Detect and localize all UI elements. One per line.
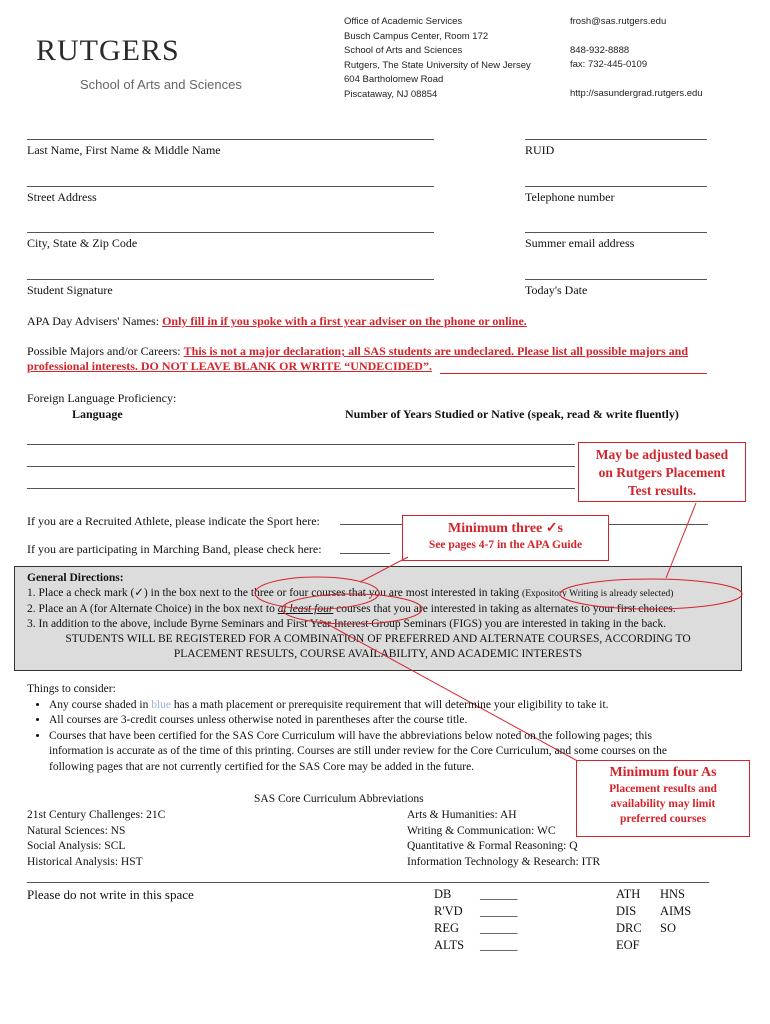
years-col-header: Number of Years Studied or Native (speak, read & write fluently) [345,407,679,421]
ruid-field-label: RUID [525,143,555,157]
date-field-label: Today's Date [525,283,588,297]
directions-caps-line1: STUDENTS WILL BE REGISTERED FOR A COMBINATION OF PREFERRED AND ALTERNATE COURSES, ACCORDING TO [65,633,691,645]
address-line: Office of Academic Services [344,16,463,27]
office-code-row: R'VD ______ [434,904,518,918]
language-title: Foreign Language Proficiency: [27,391,177,405]
blue-word: blue [151,698,172,711]
core-item: Quantitative & Formal Reasoning: Q [407,840,578,852]
placement-callout-line2: on Rutgers Placement [598,465,726,480]
language-col-header: Language [72,407,123,421]
contact-url[interactable]: http://sasundergrad.rutgers.edu [570,88,703,99]
office-code-row: REG ______ [434,921,518,935]
core-right-list [407,808,600,870]
apa-advisers-note: Only fill in if you spoke with a first year adviser on the phone or online. [162,314,527,328]
office-code-row: ALTS ______ [434,938,518,952]
office-col3: ATH DIS DRC EOF [616,887,642,952]
address-line: School of Arts and Sciences [344,45,463,56]
placement-arrow [666,503,696,578]
min-four-sub3: preferred courses [619,813,707,825]
min-four-title: Minimum four As [609,765,717,780]
office-divider [27,882,709,883]
things-to-consider [27,682,727,775]
core-item: Writing & Communication: WC [407,824,556,837]
placement-callout-line1: May be adjusted based [595,447,729,462]
core-item: Historical Analysis: HST [27,855,143,868]
core-item: 21st Century Challenges: 21C [27,809,166,821]
core-item: Natural Sciences: NS [27,824,126,837]
office-col4: HNS AIMS SO [660,887,692,935]
contact-phone: 848-932-8888 [570,45,630,56]
band-label: If you are participating in Marching Band, please check here: [27,542,322,556]
core-item: Arts & Humanities: AH [407,809,517,821]
majors-label: Possible Majors and/or Careers: [27,344,184,358]
summer-email-field-label: Summer email address [525,236,635,250]
min-three-title: Minimum three ✓s [448,521,563,536]
core-left-list [27,808,165,870]
telephone-field-label: Telephone number [525,190,615,204]
street-field-label: Street Address [27,190,97,204]
office-code-row: DB ______ [434,887,518,901]
apa-advisers-label: APA Day Advisers' Names: [27,314,163,328]
rutgers-wordmark: RUTGERS [36,34,180,67]
core-item: Social Analysis: SCL [27,840,126,852]
majors-note-line2: professional interests. DO NOT LEAVE BLANK OR WRITE “UNDECIDED”. [27,359,432,373]
office-use-label: Please do not write in this space [27,887,194,902]
address-line: Piscataway, NJ 08854 [344,88,438,100]
min-four-sub2: availability may limit [610,798,716,810]
directions-item1-note: (Expository Writing is already selected) [522,589,674,599]
directions-item3: 3. In addition to the above, include Byrne Seminars and First Year Interest Group Seminars (FIGS) you are interested in taking in the back. [27,618,667,630]
contact-fax: fax: 732-445-0109 [570,59,648,70]
directions-item2: 2. Place an A (for Alternate Choice) in the box next to [27,603,278,615]
athlete-label: If you are a Recruited Athlete, please indicate the Sport here: [27,514,320,528]
directions-title: General Directions: [27,572,124,584]
address-line: Rutgers, The State University of New Jersey [344,59,531,71]
things-title: Things to consider: [27,683,116,695]
min-four-sub1: Placement results and [609,783,717,795]
majors-note-line1: This is not a major declaration; all SAS students are undeclared. Please list all possible majors and [183,344,689,358]
things-bullet-3: • Courses that have been certified for the SAS Core Curriculum will have the abbreviations below noted on the following pages; this information is accurate as of the time of this printing. Courses are still under review for the Core Curriculum, and some courses on the following pages that are not currently certified for the SAS Core may be added in the future. [49,729,727,776]
things-bullet-1: • Any course shaded in blue has a math placement or prerequisite requirement that will determine your eligibility to take it. [49,698,727,714]
signature-field-label: Student Signature [27,283,113,297]
office-codes [434,886,518,954]
name-field-label: Last Name, First Name & Middle Name [27,143,221,157]
core-item: Information Technology & Research: ITR [407,855,601,868]
directions-item2-emphasis: at least four [277,603,334,615]
city-field-label: City, State & Zip Code [27,236,138,250]
directions-item1: 1. Place a check mark (✓) in the box next to the three or four courses that you are most interested in taking [27,587,523,599]
things-bullet-2: • All courses are 3-credit courses unless otherwise noted in parentheses after the course title. [49,713,727,729]
min-three-arrow [360,557,408,582]
contact-email[interactable]: frosh@sas.rutgers.edu [570,16,667,27]
expository-ellipse [560,579,742,609]
things-list [27,698,727,776]
directions-caps-line2: PLACEMENT RESULTS, COURSE AVAILABILITY, AND ACADEMIC INTERESTS [173,648,583,660]
address-line: 604 Bartholomew Road [344,74,444,85]
placement-callout-line3: Test results. [627,483,697,498]
directions-item2-rest: courses that you are interested in taking as alternates to your first choices. [333,603,676,615]
rutgers-subtitle: School of Arts and Sciences [80,77,242,92]
min-three-subtitle: See pages 4-7 in the APA Guide [428,539,583,551]
address-line: Busch Campus Center, Room 172 [344,30,489,42]
core-title: SAS Core Curriculum Abbreviations [254,793,424,805]
